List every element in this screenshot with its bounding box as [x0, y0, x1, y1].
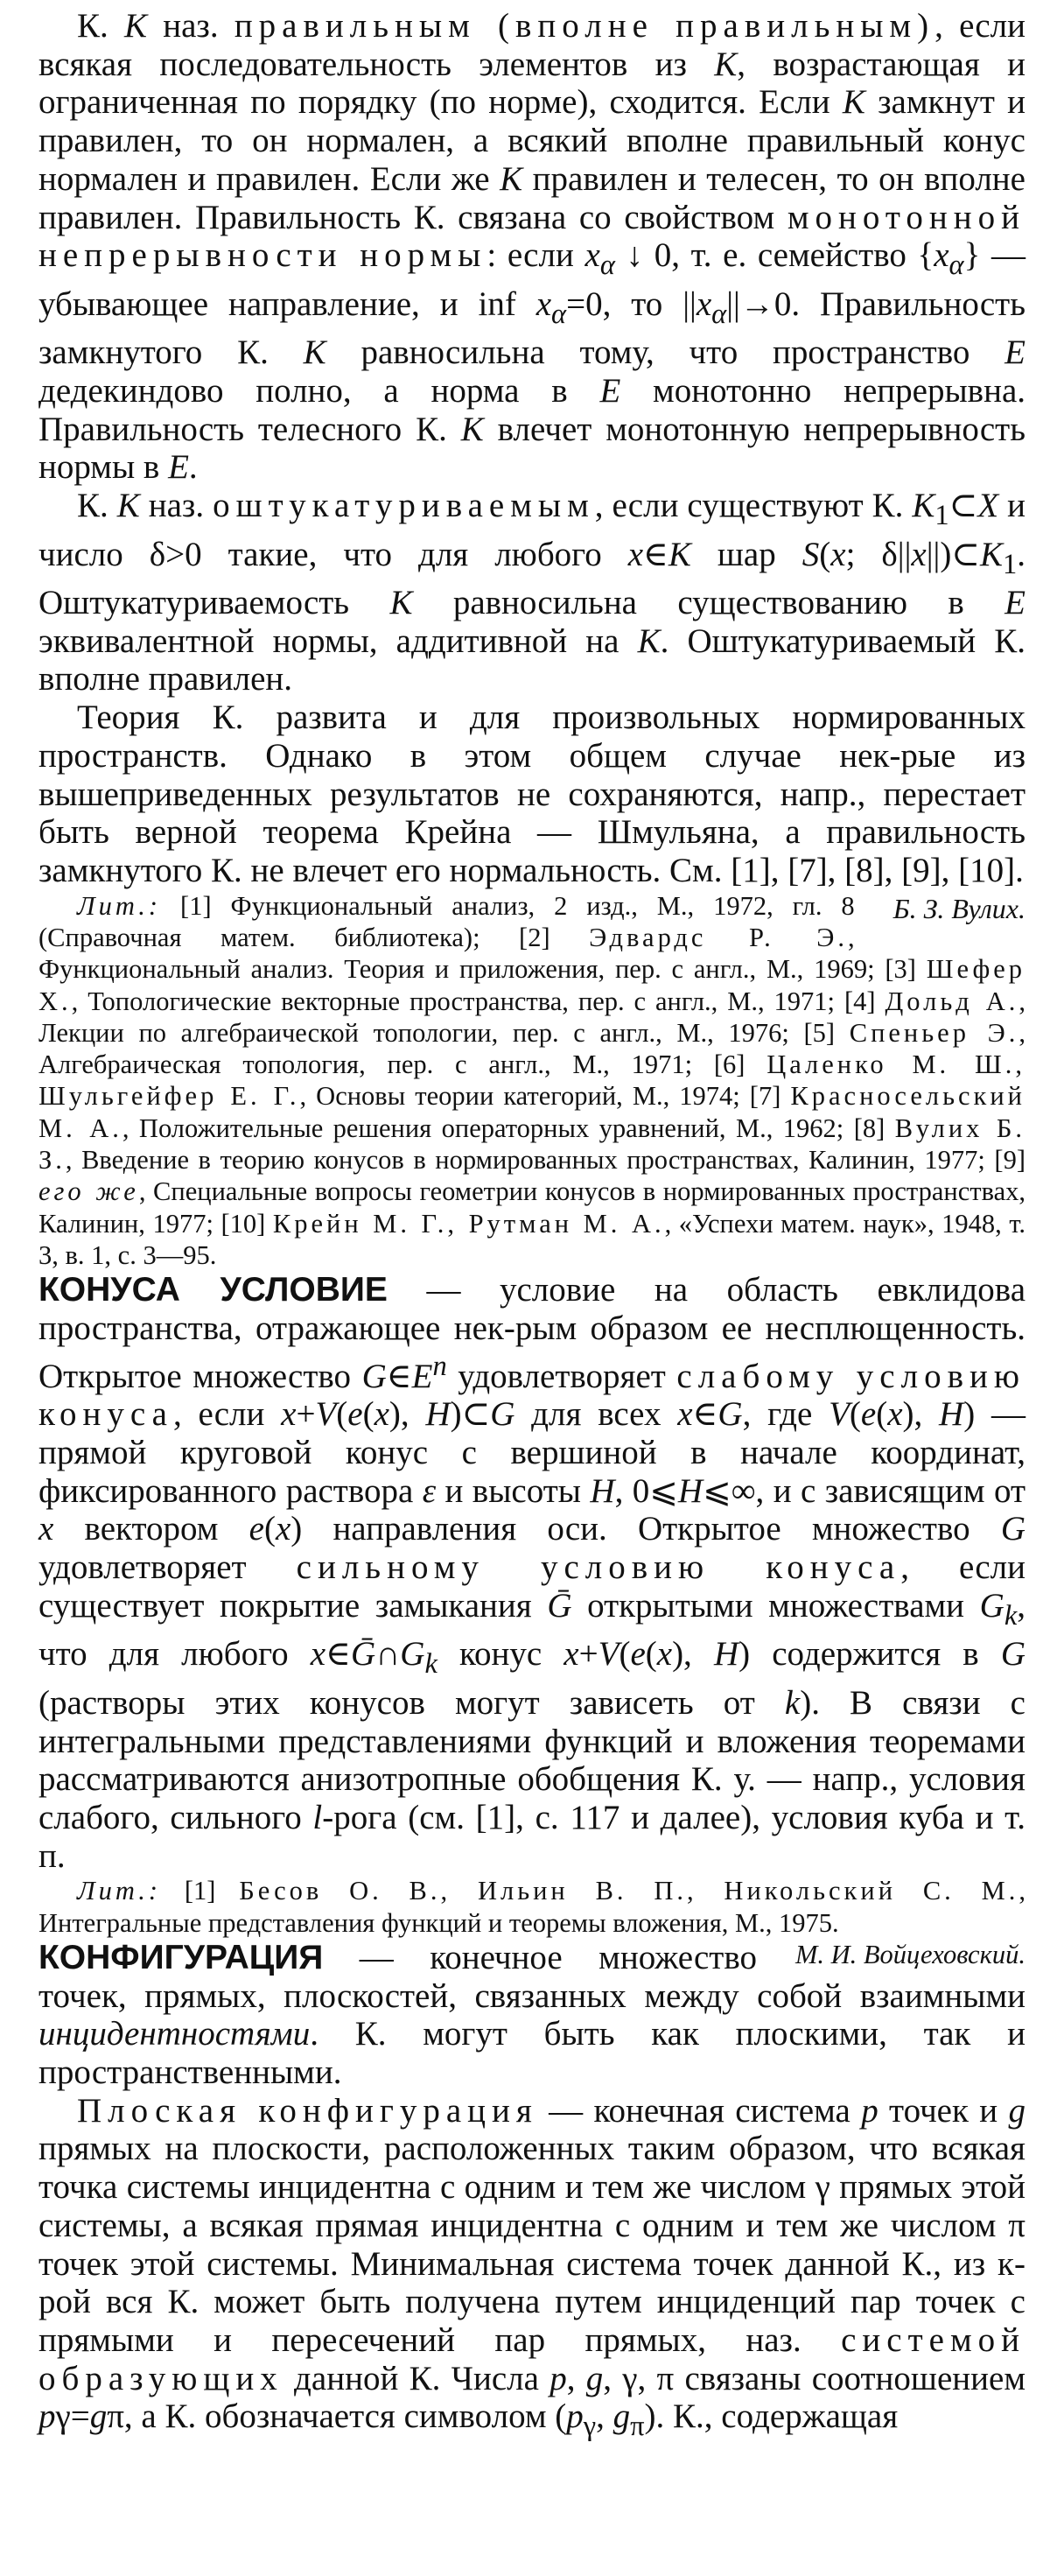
term-strong-cone-condition: сильному условию конуса [296, 1548, 901, 1587]
paragraph-plane-configuration: Плоская конфигурация — конечная система p точек и g прямых на плоскости, расположенных таким образом, что всякая точка системы инцидентна с одним и тем же числом γ прямых этой системы, а всякая прямая инцидентна с одним и тем же числом π точек этой системы. Минимальная система точек данной К., из к-рой вся К. может быть получена путем инциденций пар точек с прямыми и пересечений пар прямых, наз. системой образующих данной К. Числа p, g, γ, π связаны соотношением pγ=gπ, а К. обозначается символом ($p_\gamma$, $g_\pi$). К., содержащая [38, 2091, 1026, 2443]
entry-configuration: КОНФИГУРАЦИЯ — конечное множество точек, прямых, плоскостей, связанных между собой взаимными инцидентностями. К. могут быть как плоскими, так и пространственными. [38, 1938, 1026, 2092]
references-cone-condition: Лит.: [1] Бесов О. В., Ильин В. П., Никольский С. М., Интегральные представления функций и теоремы вложения, М., 1975. М. И. Войцеховский. [38, 1876, 1026, 1969]
entry-heading-cone-condition: КОНУСА УСЛОВИЕ [38, 1271, 388, 1309]
term-weak-cone-condition: слабому условию конуса [38, 1357, 1026, 1434]
references-cone: Лит.: [1] Функциональный анализ, 2 изд., М., 1972, гл. 8 (Справочная матем. библиотека); [2] Эдвардс Р. Э., Функциональный анализ. Теория и приложения, пер. с англ., М., 1969; [3] Шефер Х., Топологические векторные пространства, пер. с англ., М., 1971; [4] Дольд А., Лекции по алгебраической топологии, пер. с англ., М., 1976; [5] Спеньер Э., Алгебраическая топология, пер. с англ., М., 1971; [6] Цаленко М. Ш., Шульгейфер Е. Г., Основы теории категорий, М., 1974; [7] Красносельский М. А., Положительные решения операторных уравнений, М., 1962; [8] Вулих Б. З., Введение в теорию конусов в нормированных пространствах, Калинин, 1977; [9] его же, Специальные вопросы геометрии конусов в нормированных пространствах, Калинин, 1977; [10] Крейн М. Г., Рутман М. А., «Успехи матем. наук», 1948, т. 3, в. 1, с. 3—95. [38, 890, 1026, 1270]
term-regular: правильным (вполне правильным) [234, 7, 935, 45]
term-plasterable: оштукатуриваемым [213, 487, 595, 525]
entry-heading-configuration: КОНФИГУРАЦИЯ [38, 1938, 324, 1976]
term-generating-system: системой образующих [38, 2320, 1026, 2397]
paragraph-cone-theory: Теория К. развита и для произвольных нормированных пространств. Однако в этом общем случае нек-рые из вышеприведенных результатов не сохраняются, напр., перестает быть верной теорема Крейна — Шмульяна, а правильность замкнутого К. не влечет его нормальность. См. [1], [7], [8], [9], [10]. Б. З. Вулих. [38, 698, 1026, 890]
term-plane-configuration: Плоская конфигурация [77, 2091, 538, 2130]
author-signature: Б. З. Вулих. [892, 892, 1026, 924]
term-monotone-continuity: монотонной непрерывности нормы [38, 198, 1026, 275]
paragraph-plasterable-cone: К. K наз. оштукатуриваемым, если существуют К. $K_1\subset X$ и число δ>0 такие, что для любого x∈K шар S(x; $\delta||x||)\subset K_1$. Оштукатуриваемость K равносильна существованию в E эквивалентной нормы, аддитивной на K. Оштукатуриваемый К. вполне правилен. [38, 487, 1026, 698]
entry-cone-condition: КОНУСА УСЛОВИЕ — условие на область евклидова пространства, отражающее нек-рым образом ее несплющенность. Открытое множество $G\in E^n$ удовлетворяет слабому условию конуса, если x+V(e(x), H)⊂G для всех x∈G, где V(e(x), H) — прямой круговой конус с вершиной в начале координат, фиксированного раствора ε и высоты H, 0⩽H⩽∞, и с зависящим от x вектором e(x) направления оси. Открытое множество G удовлетворяет сильному условию конуса, если существует покрытие замыкания Ḡ открытыми множествами $G_k$, что для любого $x\in Ḡ\cap G_k$ конус x+V(e(x), H) содержится в G (растворы этих конусов могут зависеть от k). В связи с интегральными представлениями функций и вложения теоремами рассматриваются анизотропные обобщения К. у. — напр., условия слабого, сильного l-рога (см. [1], с. 117 и далее), условия куба и т. п. [38, 1271, 1026, 1875]
author-signature: М. И. Войцеховский. [794, 1939, 1026, 1969]
paragraph-regular-cone: К. K наз. правильным (вполне правильным), если всякая последовательность элементов из K, возрастающая и ограниченная по порядку (по норме), сходится. Если K замкнут и правилен, то он нормален, а всякий вполне правильный конус нормален и правилен. Если же K правилен и телесен, то он вполне правилен. Правильность К. связана со свойством монотонной непрерывности нормы: если $x_\alpha$ ↓ 0, т. е. семейство $\{x_\alpha\}$ — убывающее направление, и inf $x_\alpha=0$, то $||x_\alpha||\to 0$. Правильность замкнутого К. K равносильна тому, что пространство E дедекиндово полно, а норма в E монотонно непрерывна. Правильность телесного К. K влечет монотонную непрерывность нормы в E. [38, 7, 1026, 487]
